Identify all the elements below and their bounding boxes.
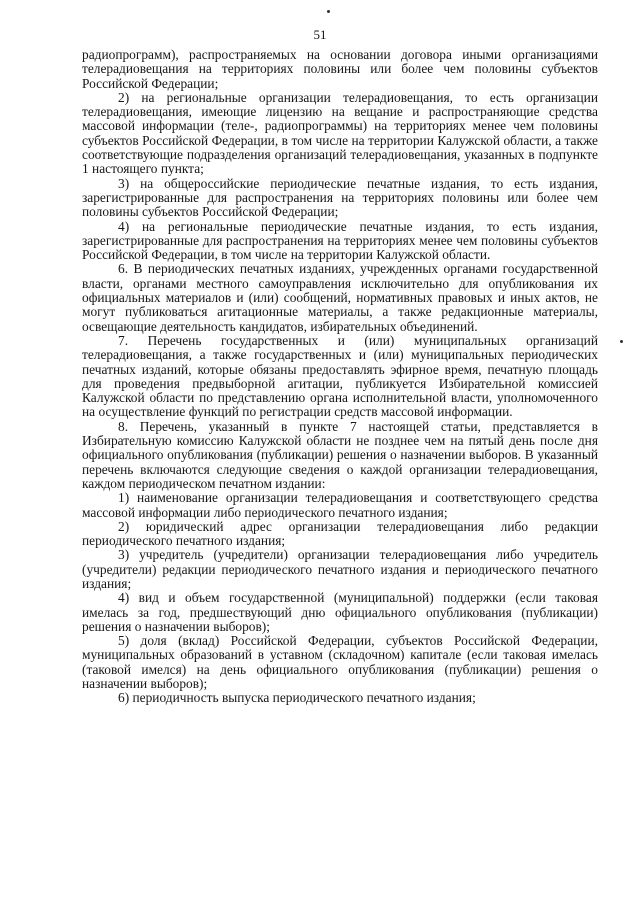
paragraph: 3) учредитель (учредители) организации телерадиовещания либо учредитель (учредители) редакции периодического печатного издания и периодического печатного издания; — [82, 547, 598, 591]
page-number: 51 — [313, 27, 327, 42]
scan-mark — [620, 340, 623, 343]
paragraph: 6) периодичность выпуска периодического печатного издания; — [118, 690, 476, 706]
paragraph: 4) на региональные периодические печатные издания, то есть издания, зарегистрированные для распространения на территориях менее чем половины субъектов Российской Федерации, в том числе на территории Калужской области. — [82, 218, 598, 263]
paragraph: 1) наименование организации телерадиовещания и соответствующего средства массовой информации либо периодического печатного издания; — [82, 490, 598, 520]
paragraph: 7. Перечень государственных и (или) муниципальных организаций телерадиовещания, а также государственных и (или) муниципальных периодических печатных изданий, которые обязаны предоставлять эфирное время, печатную площадь для проведения предвыборной агитации, публикуется Избирательной комиссией Калужской области по представлению органа исполнительной власти, уполномоченного на осуществление функций по регистрации средств массовой информации. — [82, 332, 598, 420]
paragraph-continuation: радиопрограмм), распространяемых на основании договора иными организациями телерадиовещания на территориях половины или более чем половины субъектов Российской Федерации; — [82, 47, 598, 91]
paragraph: 6. В периодических печатных изданиях, учрежденных органами государственной власти, органами местного самоуправления исключительно для опубликования их официальных материалов и (или) сообщений, нормативных правовых и иных актов, не могут публиковаться агитационные материалы, а также редакционные материалы, освещающие деятельность кандидатов, избирательных объединений. — [82, 261, 598, 334]
paragraph: 2) юридический адрес организации телерадиовещания либо редакции периодического печатного издания; — [82, 518, 598, 549]
paragraph: 2) на региональные организации телерадиовещания, то есть организации телерадиовещания, имеющие лицензию на вещание и распространяющие средства массовой информации (теле-, радиопрограммы) на территориях менее чем половины субъектов Российской Федерации, в том числе на территории Калужской области, а также соответствующие подразделения организаций телерадиовещания, указанных в подпункте 1 настоящего пункта; — [82, 89, 598, 177]
document-body — [82, 48, 598, 706]
paragraph: 8. Перечень, указанный в пункте 7 настоящей статьи, представляется в Избирательную комиссию Калужской области не позднее чем на пятый день после дня официального опубликования (публикации) решения о назначении выборов. В указанный перечень включаются следующие сведения о каждой организации телерадиовещания, каждом периодическом печатном издании: — [82, 418, 598, 491]
paragraph: 5) доля (вклад) Российской Федерации, субъектов Российской Федерации, муниципальных образований в уставном (складочном) капитале (если таковая имелась (таковой имелся) на день официального опубликования (публикации) решения о назначении выборов); — [82, 633, 598, 692]
scan-mark — [327, 10, 330, 13]
paragraph: 4) вид и объем государственной (муниципальной) поддержки (если таковая имелась за год, предшествующий дню официального опубликования (публикации) решения о назначении выборов); — [82, 590, 598, 634]
paragraph: 3) на общероссийские периодические печатные издания, то есть издания, зарегистрированные для распространения на территориях половины или более чем половины субъектов Российской Федерации; — [82, 175, 598, 220]
